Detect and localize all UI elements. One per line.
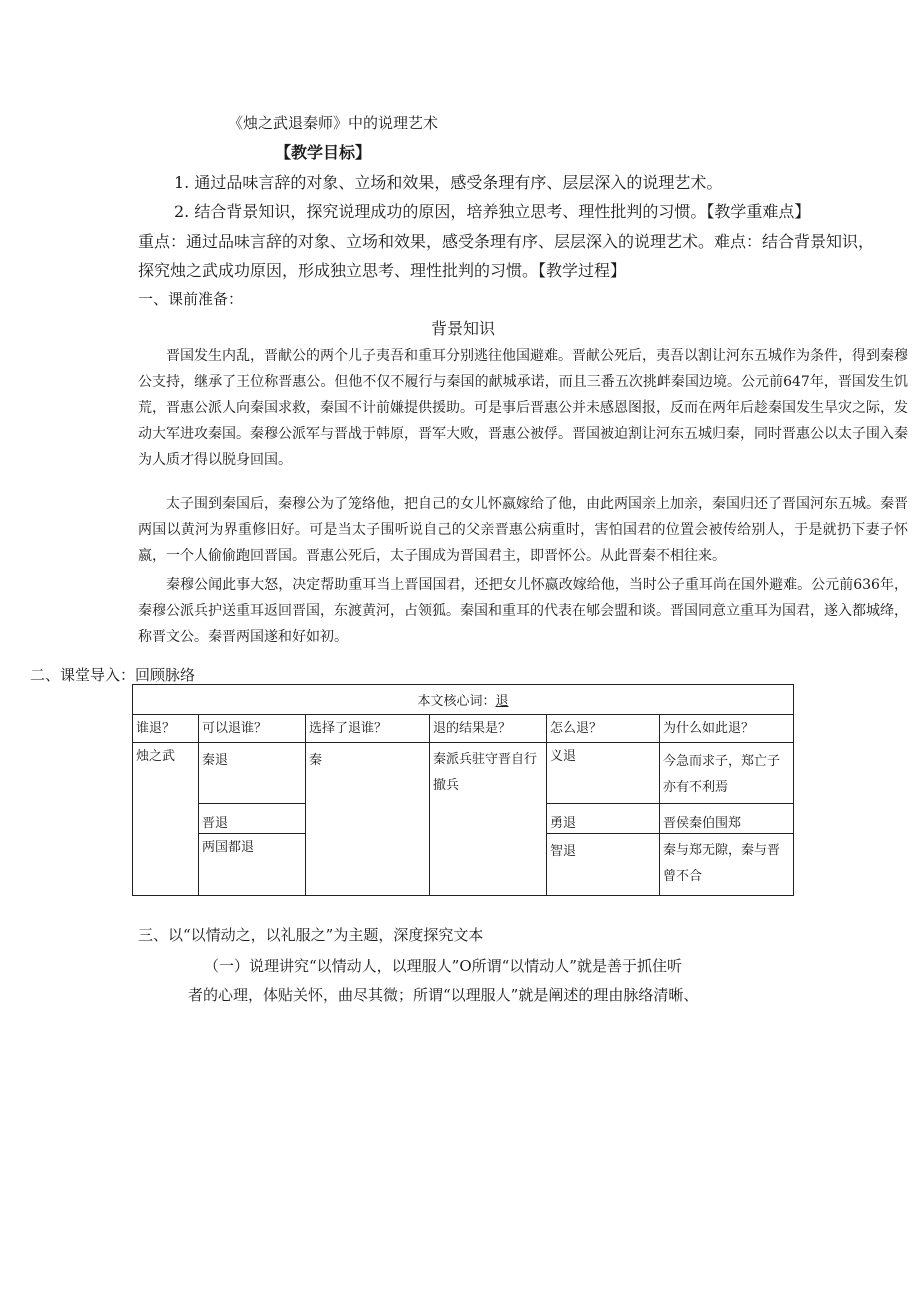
- target-cell: 秦退: [199, 743, 306, 804]
- table-row: [133, 743, 794, 804]
- target-cell: 两国都退: [199, 834, 306, 896]
- table-column-row: [133, 715, 794, 743]
- target-cell: 晋退: [199, 804, 306, 834]
- background-paragraph-3: 秦穆公闻此事大怒，决定帮助重耳当上晋国国君，还把女儿怀嬴改嫁给他，当时公子重耳尚在国外避难。公元前636年，秦穆公派兵护送重耳返回晋国，东渡黄河，占领狐。秦国和重耳的代表在郇会盟和谈。晋国同意立重耳为国君，遂入都城绛，称晋文公。秦晋两国遂和好如初。: [138, 577, 908, 645]
- core-word-label: 本文核心词：: [417, 694, 496, 709]
- core-word: 退: [495, 694, 509, 709]
- column-header: 选择了退谁？: [306, 715, 430, 743]
- objectives-heading: 【教学目标】: [275, 143, 372, 162]
- method-cell: 义退: [547, 743, 660, 804]
- column-header: 可以退谁？: [199, 715, 306, 743]
- background-title: 背景知识: [431, 319, 496, 338]
- objective-2: 2. 结合背景知识，探究说理成功的原因，培养独立思考、理性批判的习惯。【教学重难点】: [174, 202, 811, 221]
- document-title: 《烛之武退秦师》中的说理艺术: [228, 114, 439, 132]
- table-header-row: [133, 685, 794, 715]
- core-word-cell: [133, 685, 794, 715]
- key-points-line-2: 探究烛之武成功原因，形成独立思考、理性批判的习惯。【教学过程】: [138, 261, 627, 280]
- core-word-table: [132, 684, 794, 896]
- background-paragraph-1: 晋国发生内乱，晋献公的两个儿子夷吾和重耳分别逃往他国避难。晋献公死后，夷吾以割让河东五城作为条件，得到秦穆公支持，继承了王位称晋惠公。但他不仅不履行与秦国的献城承诺，而且三番五次挑衅秦国边境。公元前647年，晋国发生饥荒，晋惠公派人向秦国求救，秦国不计前嫌提供援助。可是事后晋惠公并未感恩图报，反而在两年后趁秦国发生旱灾之际，发动大军进攻秦国。秦穆公派军与晋战于韩原，晋军大败，晋惠公被俘。晋国被迫割让河东五城归秦，同时晋惠公以太子围入秦为人质才得以脱身回国。: [138, 348, 908, 468]
- who-cell: 烛之武: [133, 743, 199, 896]
- background-paragraph-2: 太子围到秦国后，秦穆公为了笼络他，把自己的女儿怀嬴嫁给了他，由此两国亲上加亲，秦国归还了晋国河东五城。秦晋两国以黄河为界重修旧好。可是当太子围听说自己的父亲晋惠公病重时，害怕国君的位置会被传给别人，于是就扔下妻子怀嬴，一个人偷偷跑回晋国。晋惠公死后，太子围成为晋国君主，即晋怀公。从此晋秦不相往来。: [138, 496, 908, 564]
- column-header: 谁退？: [133, 715, 199, 743]
- column-header: 为什么如此退？: [660, 715, 794, 743]
- column-header: 怎么退？: [547, 715, 660, 743]
- result-cell: 秦派兵驻守晋自行撤兵: [430, 743, 547, 896]
- reason-cell: 晋侯秦伯围郑: [660, 804, 794, 834]
- chosen-cell: 秦: [306, 743, 430, 896]
- reason-cell: 今急而求子，郑亡子亦有不利焉: [660, 743, 794, 804]
- column-header: 退的结果是？: [430, 715, 547, 743]
- subsection-1-line-1: （一）说理讲究“以情动人，以理服人”O所谓“以情动人”就是善于抓住听: [204, 957, 682, 975]
- section-3-heading: 三、以“以情动之，以礼服之”为主题，深度探究文本: [138, 926, 484, 944]
- method-cell: 勇退: [547, 804, 660, 834]
- objective-1: 1. 通过品味言辞的对象、立场和效果，感受条理有序、层层深入的说理艺术。: [174, 173, 723, 192]
- method-cell: 智退: [547, 834, 660, 896]
- section-1-heading: 一、课前准备：: [138, 290, 244, 308]
- subsection-1-line-2: 者的心理，体贴关怀，曲尽其微；所谓“以理服人”就是阐述的理由脉络清晰、: [188, 986, 699, 1004]
- section-2-heading: 二、课堂导入：回顾脉络: [30, 666, 196, 684]
- key-points-line-1: 重点：通过品味言辞的对象、立场和效果，感受条理有序、层层深入的说理艺术。难点：结合背景知识，: [138, 232, 875, 251]
- reason-cell: 秦与郑无隙，秦与晋曾不合: [660, 834, 794, 896]
